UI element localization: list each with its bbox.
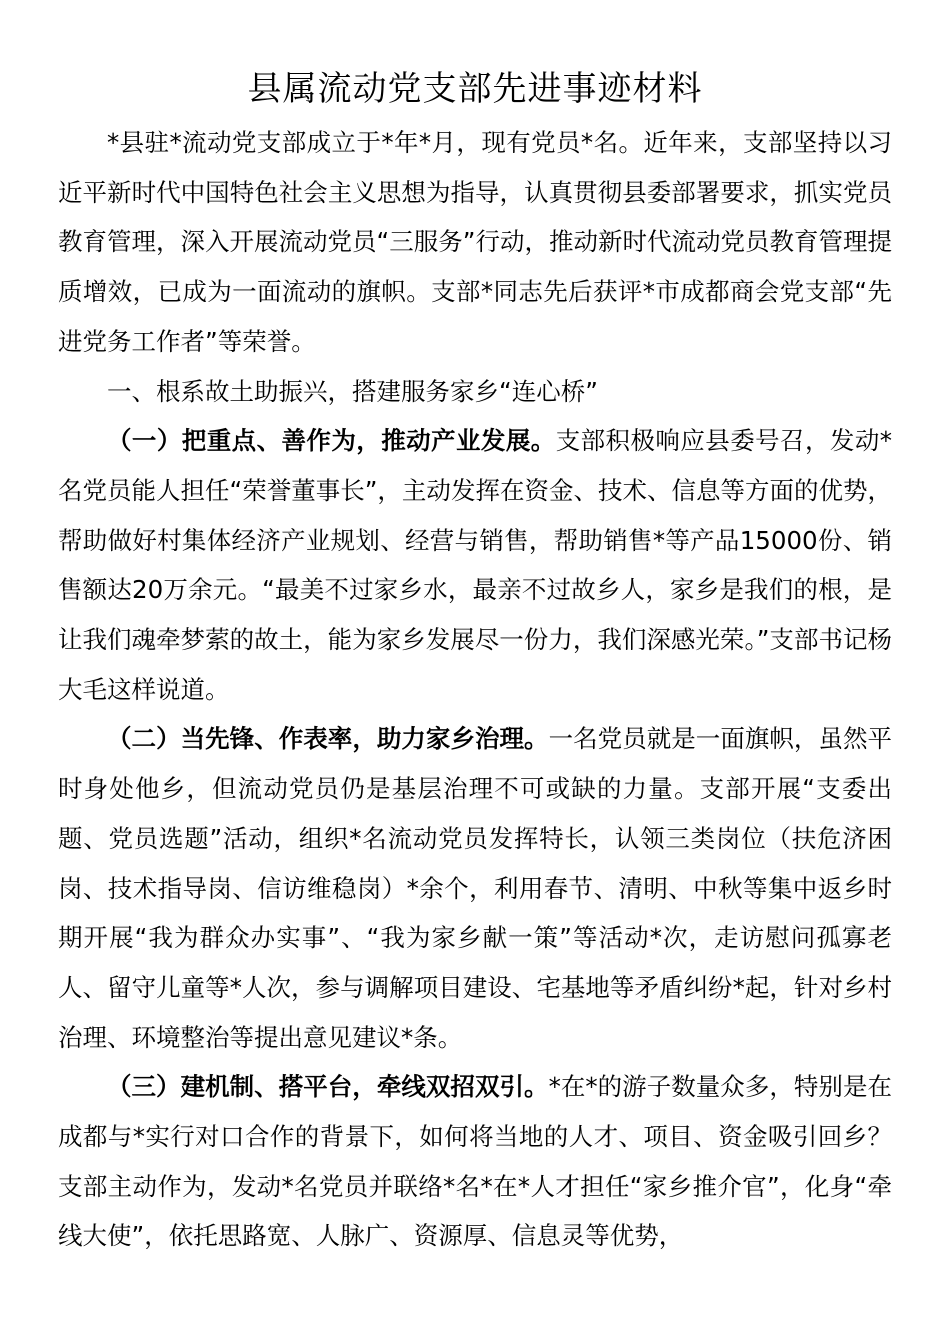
intro-paragraph: *县驻*流动党支部成立于*年*月，现有党员*名。近年来，支部坚持以习近平新时代中国特色社会主义思想为指导，认真贯彻县委部署要求，抓实党员教育管理，深入开展流动党员“三服务”行动，推动新时代流动党员教育管理提质增效，已成为一面流动的旗帜。支部*同志先后获评*市成都商会党支部“先进党务工作者”等荣誉。: [58, 128, 892, 356]
item-paragraph-3: [58, 1062, 892, 1261]
item-paragraph-1: [58, 416, 892, 714]
item-paragraph-2: [58, 714, 892, 1062]
section-heading-1: 一、根系故土助振兴，搭建服务家乡“连心桥”: [107, 376, 598, 406]
item-body-2: 一名党员就是一面旗帜，虽然平时身处他乡，但流动党员仍是基层治理不可或缺的力量。支部开展“支委出题、党员选题”活动，组织*名流动党员发挥特长，认领三类岗位（扶危济困岗、技术指导岗、信访维稳岗）*余个，利用春节、清明、中秋等集中返乡时期开展“我为群众办实事”、“我为家乡献一策”等活动*次，走访慰问孤寡老人、留守儿童等*人次，参与调解项目建设、宅基地等矛盾纠纷*起，针对乡村治理、环境整治等提出意见建议*条。: [58, 724, 893, 1052]
document-title: 县属流动党支部先进事迹材料: [247, 69, 703, 109]
document-page: [58, 60, 892, 1261]
item-body-3: *在*的游子数量众多，特别是在成都与*实行对口合作的背景下，如何将当地的人才、项目、资金吸引回乡？支部主动作为，发动*名党员并联络*名*在*人才担任“家乡推介官”，化身“牵线大使”，依托思路宽、人脉广、资源厚、信息灵等优势，: [58, 1072, 892, 1251]
item-lead-2: （二）当先锋、作表率，助力家乡治理。: [107, 724, 549, 754]
item-body-1: 支部积极响应县委号召，发动*名党员能人担任“荣誉董事长”，主动发挥在资金、技术、信息等方面的优势，帮助做好村集体经济产业规划、经营与销售，帮助销售*等产品15000份、销售额达20万余元。“最美不过家乡水，最亲不过故乡人，家乡是我们的根，是让我们魂牵梦萦的故土，能为家乡发展尽一份力，我们深感光荣。”支部书记杨大毛这样说道。: [58, 426, 893, 704]
item-lead-1: （一）把重点、善作为，推动产业发展。: [107, 426, 556, 456]
item-lead-3: （三）建机制、搭平台，牵线双招双引。: [107, 1072, 549, 1102]
